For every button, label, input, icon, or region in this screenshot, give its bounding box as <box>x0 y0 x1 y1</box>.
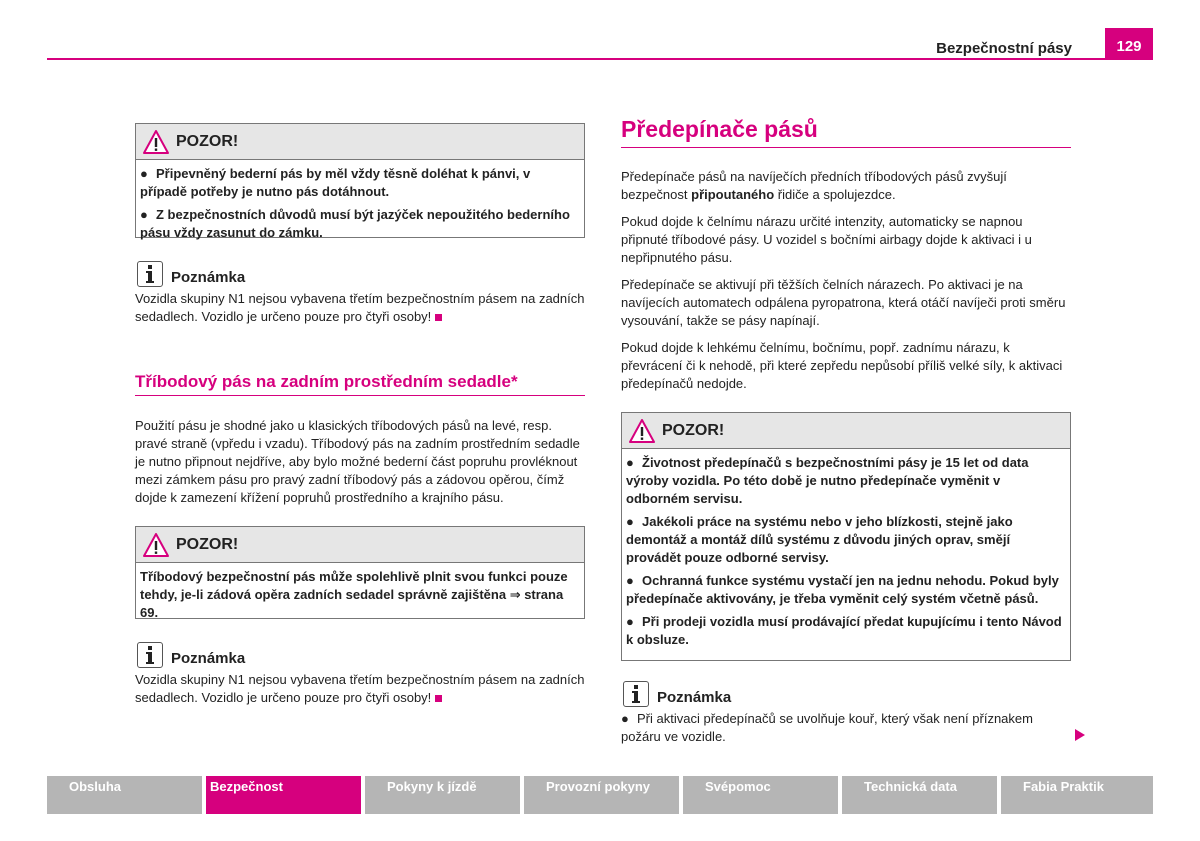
end-square-icon <box>435 695 442 702</box>
warning-title: POZOR! <box>662 421 725 439</box>
main-heading: Předepínače pásů <box>621 116 1071 148</box>
note-text: Vozidla skupiny N1 nejsou vybavena třetím bezpečnostním pásem na zadních sedadlech. Vozidlo je určeno pouze pro čtyři osoby! <box>135 291 585 324</box>
info-icon <box>623 681 649 707</box>
warning-triangle-icon <box>142 532 170 558</box>
warning-body <box>136 160 584 246</box>
warning-header <box>136 527 584 563</box>
warning-item: ● Jakékoli práce na systému nebo v jeho blízkosti, stejně jako demontáž a montáž dílů systému z důvodu jiných oprav, smějí provádět pouze odborné servisy. <box>626 514 1013 565</box>
note-text: ● Při aktivaci předepínačů se uvolňuje kouř, který však není příznakem požáru ve vozidle. <box>621 711 1033 744</box>
note-title: Poznámka <box>657 689 732 706</box>
warning-item: ● Připevněný bederní pás by měl vždy těsně doléhat k pánvi, v případě potřeby je nutno pás dotáhnout. <box>140 166 531 199</box>
page-number: 129 <box>1105 28 1153 59</box>
note-block <box>621 679 1071 746</box>
warning-body <box>136 563 584 626</box>
warning-box <box>135 526 585 619</box>
warning-header <box>622 413 1070 449</box>
note-title: Poznámka <box>171 650 246 667</box>
tab-svepomoc[interactable]: Svépomoc <box>683 776 838 814</box>
warning-header <box>136 124 584 160</box>
paragraph: Použití pásu je shodné jako u klasických tříbodových pásů na levé, resp. pravé straně (vpředu i vzadu). Tříbodový pás na zadním prostředním sedadle je nutno připnout nejdříve, aby bylo možné bederní část popruhu provléknout mezi zámkem pásu pro pravý zadní tříbodový pás a zádovou opěrou, čímž dojde k zamezení křížení popruhů prostředního a krajního pásu. <box>135 418 580 505</box>
note-title: Poznámka <box>171 269 246 286</box>
paragraph: Předepínače pásů na navíječích předních tříbodových pásů zvyšují bezpečnost připoutaného řidiče a spolujezdce. <box>621 169 1007 202</box>
warning-item: ● Ochranná funkce systému vystačí jen na jednu nehodu. Pokud byly předepínače aktivovány, je třeba vyměnit celý systém včetně pásů. <box>626 573 1059 606</box>
tab-obsluha[interactable]: Obsluha <box>47 776 202 814</box>
header-line <box>47 58 1153 60</box>
note-block <box>135 259 585 326</box>
page-reference-link[interactable]: ⇒ strana 69. <box>140 587 564 620</box>
chapter-nav <box>47 776 1153 814</box>
warning-title: POZOR! <box>176 535 239 553</box>
note-block <box>135 640 585 707</box>
tab-provozni-pokyny[interactable]: Provozní pokyny <box>524 776 679 814</box>
paragraph: Pokud dojde k lehkému čelnímu, bočnímu, popř. zadnímu nárazu, k převrácení či k nehodě, při které zepředu nepůsobí příliš velké síly, k aktivaci předepínačů nedojde. <box>621 340 1063 391</box>
right-column <box>621 116 1071 746</box>
warning-text: Tříbodový bezpečnostní pás může spolehlivě plnit svou funkci pouze tehdy, je-li zádová opěra zadních sedadel správně zajištěna <box>140 569 568 602</box>
info-icon <box>137 642 163 668</box>
tab-pokyny-k-jizde[interactable]: Pokyny k jízdě <box>365 776 520 814</box>
warning-item: ● Životnost předepínačů s bezpečnostními pásy je 15 let od data výroby vozidla. Po této době je nutno předepínače vyměnit v odborném servisu. <box>626 455 1029 506</box>
paragraph: Pokud dojde k čelnímu nárazu určité intenzity, automaticky se napnou připnuté tříbodové pásy. U vozidel s bočními airbagy dojde k aktivaci i u nepřipnutého pásu. <box>621 214 1032 265</box>
warning-triangle-icon <box>628 418 656 444</box>
warning-item: ● Při prodeji vozidla musí prodávající předat kupujícímu i tento Návod k obsluze. <box>626 614 1062 647</box>
section-title: Bezpečnostní pásy <box>936 40 1072 57</box>
warning-item: ● Z bezpečnostních důvodů musí být jazýček nepoužitého bederního pásu vždy zasunut do zámku. <box>140 207 570 240</box>
paragraph: Předepínače se aktivují při těžších čelních nárazech. Po aktivaci je na navíjecích automatech odpálena pyropatrona, která otáčí navíječi proti směru vysouvání, takže se pásy napínají. <box>621 277 1066 328</box>
left-column <box>135 123 585 707</box>
warning-box <box>621 412 1071 661</box>
info-icon <box>137 261 163 287</box>
tab-fabia-praktik[interactable]: Fabia Praktik <box>1001 776 1153 814</box>
warning-triangle-icon <box>142 129 170 155</box>
tab-technicka-data[interactable]: Technická data <box>842 776 997 814</box>
continue-arrow-icon[interactable] <box>1075 729 1085 741</box>
end-square-icon <box>435 314 442 321</box>
tab-bezpecnost[interactable]: Bezpečnost <box>206 776 361 814</box>
warning-box <box>135 123 585 238</box>
section-heading: Tříbodový pás na zadním prostředním sedadle* <box>135 372 585 396</box>
warning-body <box>622 449 1070 653</box>
note-text: Vozidla skupiny N1 nejsou vybavena třetím bezpečnostním pásem na zadních sedadlech. Vozidlo je určeno pouze pro čtyři osoby! <box>135 672 585 705</box>
warning-title: POZOR! <box>176 132 239 150</box>
